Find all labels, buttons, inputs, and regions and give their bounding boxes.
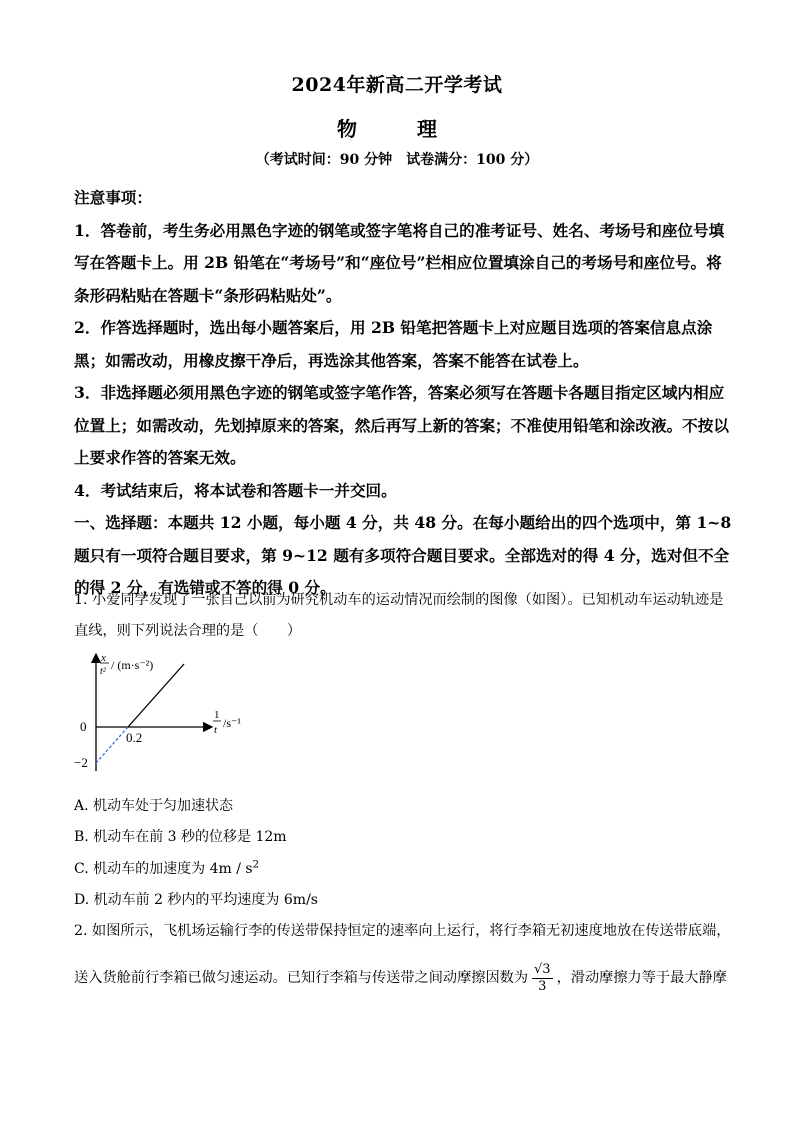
note-item-1: 1．答卷前，考生务必用黑色字迹的钢笔或签字笔将自己的准考证号、姓名、考场号和座位号填写在答题卡上。用 2B 铅笔在“考场号”和“座位号”栏相应位置填涂自己的考场号和座位号。将条形码粘贴在答题卡“条形码粘贴处”。 bbox=[74, 220, 725, 305]
fraction-denominator: 3 bbox=[538, 978, 547, 994]
graph-line-solid bbox=[128, 664, 184, 727]
y-tick-label: −2 bbox=[74, 755, 88, 770]
notes-section bbox=[74, 182, 734, 605]
question-1 bbox=[74, 585, 734, 647]
question-2-line-2b: ，滑动摩擦力等于最大静摩 bbox=[556, 970, 727, 986]
y-label-denominator: t² bbox=[100, 666, 106, 677]
y-label-numerator: x bbox=[101, 652, 106, 664]
x-label-numerator: 1 bbox=[214, 709, 220, 721]
option-a: A. 机动车处于匀加速状态 bbox=[74, 798, 234, 814]
question-2-line-2 bbox=[74, 958, 734, 998]
fraction-numerator: √3 bbox=[534, 961, 551, 977]
question-1-stem: 1. 小爱同学发现了一张自己以前为研究机动车的运动情况而绘制的图像（如图）。已知机动车运动轨迹是直线，则下列说法合理的是（ ） bbox=[74, 592, 724, 639]
question-2-line-1: 2. 如图所示，飞机场运输行李的传送带保持恒定的速率向上运行，将行李箱无初速度地放在传送带底端， bbox=[74, 923, 731, 939]
section-instructions: 一、选择题：本题共 12 小题，每小题 4 分，共 48 分。在每小题给出的四个选项中，第 1~8 题只有一项符合题目要求，第 9~12 题有多项符合题目要求。全部选对的得 4 分，选对但不全的得 2 分，有选错或不答的得 0 分。 bbox=[74, 513, 732, 597]
origin-label: 0 bbox=[80, 719, 87, 734]
notes-heading: 注意事项： bbox=[74, 188, 152, 207]
note-item-2: 2．作答选择题时，选出每小题答案后，用 2B 铅笔把答题卡上对应题目选项的答案信息点涂黑；如需改动，用橡皮擦干净后，再选涂其他答案，答案不能答在试卷上。 bbox=[74, 318, 713, 370]
x-label-unit: /s⁻¹ bbox=[223, 716, 241, 730]
friction-coefficient-fraction bbox=[532, 962, 553, 995]
option-c-text: C. 机动车的加速度为 bbox=[74, 861, 210, 877]
question-2 bbox=[74, 916, 734, 947]
note-item-4: 4．考试结束后，将本试卷和答题卡一并交回。 bbox=[74, 480, 397, 500]
graph-figure bbox=[70, 646, 270, 786]
subject-title: 物 理 bbox=[337, 117, 457, 141]
question-2-line-2a: 送入货舱前行李箱已做匀速运动。已知行李箱与传送带之间动摩擦因数为 bbox=[74, 970, 529, 986]
x-tick-label: 0.2 bbox=[126, 730, 143, 745]
option-b: B. 机动车在前 3 秒的位移是 12m bbox=[74, 829, 287, 845]
exam-title: 2024年新高二开学考试 bbox=[291, 74, 503, 96]
x-label-denominator: t bbox=[214, 724, 218, 736]
option-c-exponent: 2 bbox=[252, 859, 259, 871]
option-c bbox=[74, 858, 259, 878]
graph-line-dashed bbox=[96, 727, 128, 763]
y-label-unit: / (m·s⁻²) bbox=[111, 658, 154, 672]
note-item-3: 3．非选择题必须用黑色字迹的钢笔或签字笔作答，答案必须写在答题卡各题目指定区域内相应位置上；如需改动，先划掉原来的答案，然后再写上新的答案；不准使用铅笔和涂改液。不按以上要求作答的答案无效。 bbox=[74, 383, 729, 467]
option-d: D. 机动车前 2 秒内的平均速度为 6m/s bbox=[74, 892, 318, 908]
option-c-value: 4m / s bbox=[209, 861, 253, 877]
exam-info: （考试时间：90 分钟 试卷满分：100 分） bbox=[255, 152, 539, 168]
